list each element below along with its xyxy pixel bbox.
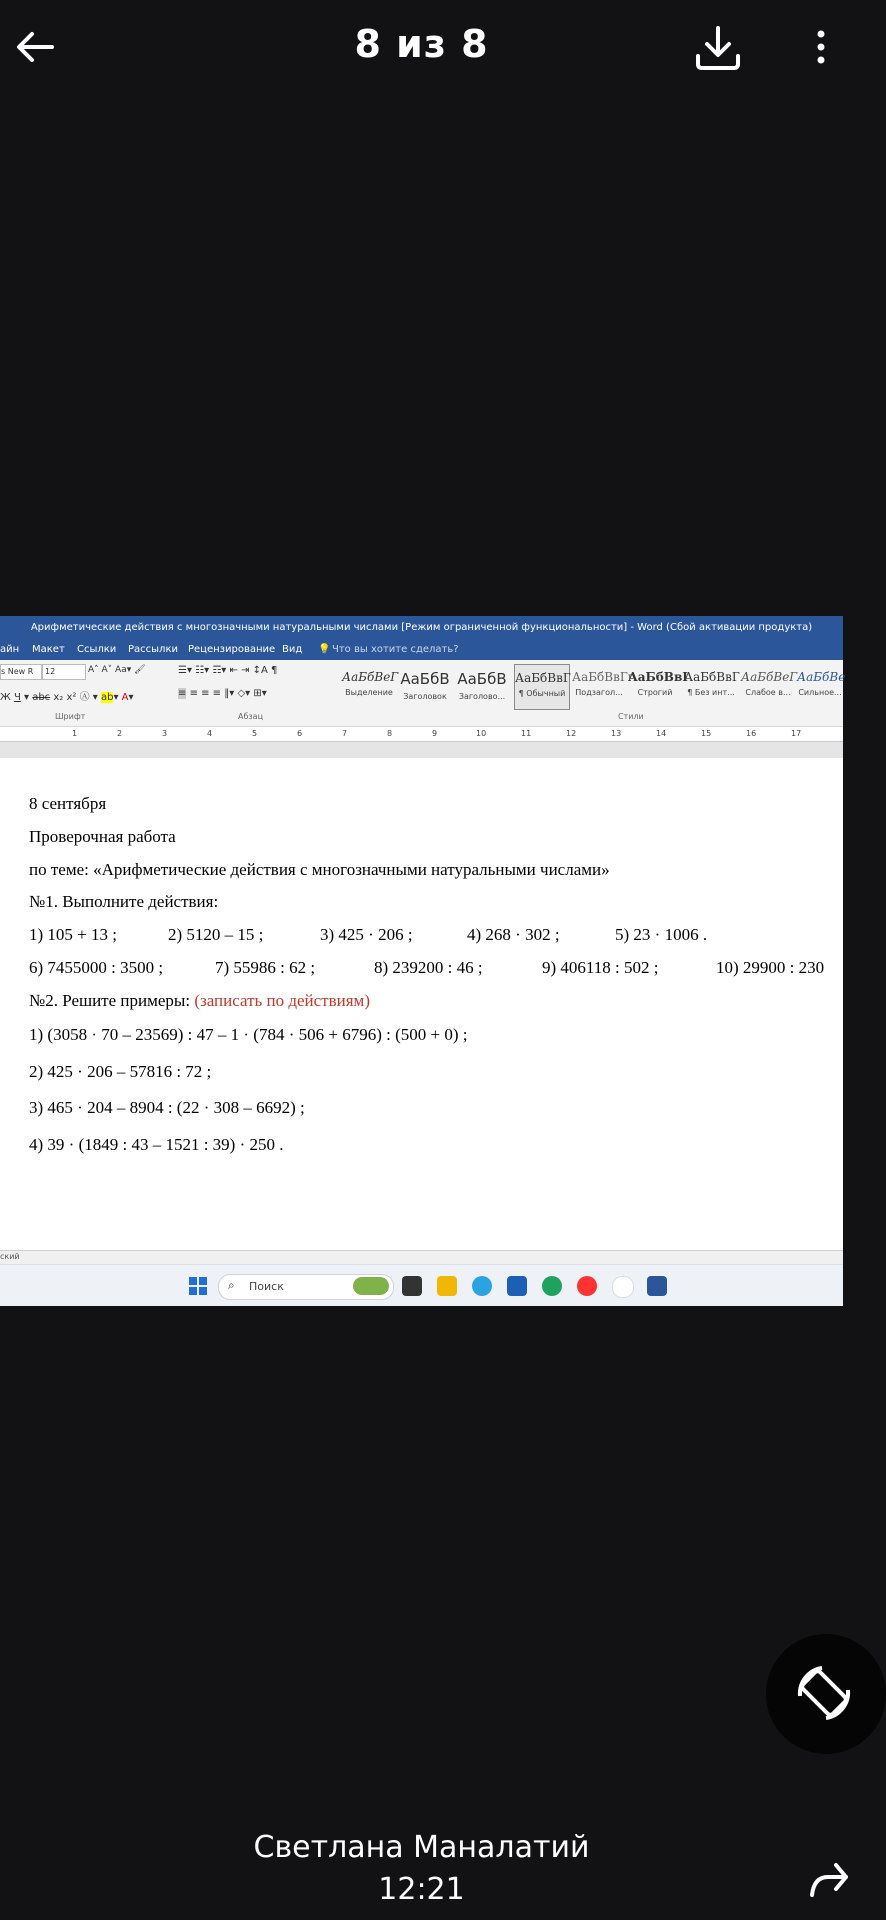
tell-me-icon: 💡 bbox=[318, 644, 331, 655]
word-screenshot bbox=[0, 616, 846, 1305]
telegram-icon[interactable] bbox=[472, 1276, 492, 1296]
yandex-browser-icon[interactable] bbox=[612, 1276, 634, 1298]
task1-item: 5) 23 · 1006 . bbox=[615, 925, 708, 944]
download-icon[interactable] bbox=[690, 20, 746, 76]
list-buttons[interactable]: ☰▾ ☷▾ ☶▾ ⇤ ⇥ ↕A ¶ bbox=[178, 665, 278, 676]
doc-heading: Проверочная работа bbox=[29, 827, 176, 846]
menu-item-design[interactable]: айн bbox=[0, 644, 20, 655]
viewer-top-bar bbox=[0, 0, 843, 95]
task1-item: 4) 268 · 302 ; bbox=[467, 925, 560, 944]
share-icon[interactable] bbox=[806, 1855, 846, 1905]
task1-item: 7) 55986 : 62 ; bbox=[215, 958, 316, 977]
style-intense-emphasis[interactable]: АаБбВе Сильное... bbox=[797, 670, 846, 697]
horizontal-ruler[interactable]: 1 2 3 4 5 6 7 8 9 10 11 12 13 14 15 16 17 bbox=[0, 727, 843, 742]
group-label-paragraph: Абзац bbox=[238, 712, 264, 721]
menu-item-review[interactable]: Рецензирование bbox=[188, 644, 276, 655]
menu-item-view[interactable]: Вид bbox=[282, 644, 303, 655]
windows-taskbar bbox=[0, 1264, 843, 1306]
status-language[interactable]: ский bbox=[0, 1252, 20, 1261]
photo-time: 12:21 bbox=[378, 1872, 465, 1907]
edge-icon[interactable] bbox=[542, 1276, 562, 1296]
more-vertical-icon[interactable] bbox=[808, 22, 834, 72]
task2-title bbox=[29, 991, 370, 1011]
task2-item: 1) (3058 · 70 – 23569) : 47 – 1 · (784 · 506 + 6796) : (500 + 0) ; bbox=[29, 1025, 468, 1044]
task1-item: 6) 7455000 : 3500 ; bbox=[29, 958, 164, 977]
style-subtitle[interactable]: АаБбВвГг Подзагол... bbox=[572, 670, 635, 697]
menu-item-references[interactable]: Ссылки bbox=[77, 644, 117, 655]
word-status-bar bbox=[0, 1250, 843, 1265]
taskbar-search[interactable]: ⌕ Поиск bbox=[218, 1274, 394, 1300]
search-icon: ⌕ bbox=[228, 1278, 235, 1292]
menu-item-layout[interactable]: Макет bbox=[32, 644, 65, 655]
task2-item: 4) 39 · (1849 : 43 – 1521 : 39) · 250 . bbox=[29, 1135, 284, 1154]
task2-item: 3) 465 · 204 – 8904 : (22 · 308 – 6692) ; bbox=[29, 1098, 305, 1117]
style-no-spacing[interactable]: АаБбВвГ ¶ Без инт... bbox=[684, 670, 740, 697]
task1-item: 2) 5120 – 15 ; bbox=[168, 925, 264, 944]
group-label-styles: Стили bbox=[618, 712, 644, 721]
task2-item: 2) 425 · 206 – 57816 : 72 ; bbox=[29, 1062, 212, 1081]
task-view-icon[interactable] bbox=[402, 1276, 422, 1296]
image-counter: 8 из 8 bbox=[354, 22, 489, 66]
style-emphasis[interactable]: АаБбВеГ Выделение bbox=[342, 670, 399, 697]
font-name-select[interactable]: s New R bbox=[0, 664, 42, 680]
font-format-buttons[interactable]: Ж Ч ▾ abc x₂ x² Ⓐ ▾ ab▾ A▾ bbox=[0, 692, 134, 703]
task2-note: (записать по действиям) bbox=[194, 991, 370, 1010]
font-size-select[interactable]: 12 bbox=[42, 664, 86, 680]
search-highlight-icon bbox=[353, 1277, 389, 1295]
doc-date: 8 сентября bbox=[29, 794, 107, 813]
doc-topic: по теме: «Арифметические действия с многозначными натуральными числами» bbox=[29, 860, 610, 879]
menu-item-mailings[interactable]: Рассылки bbox=[128, 644, 178, 655]
yandex-icon[interactable] bbox=[577, 1276, 597, 1296]
task1-item: 9) 406118 : 502 ; bbox=[542, 958, 659, 977]
style-normal[interactable]: АаБбВвГ ¶ Обычный bbox=[514, 664, 570, 710]
align-buttons[interactable]: ≡ ≡ ≡ ≡ ‖▾ ◇▾ ⊞▾ bbox=[178, 688, 267, 699]
windows-start-icon[interactable] bbox=[189, 1277, 207, 1295]
document-page[interactable] bbox=[0, 758, 843, 1236]
style-heading2[interactable]: АаБбВ Заголово... bbox=[457, 670, 507, 701]
task1-item: 1) 105 + 13 ; bbox=[29, 925, 117, 944]
task1-item: 10) 29900 : 230 bbox=[716, 958, 825, 977]
word-ribbon bbox=[0, 660, 846, 727]
document-gutter bbox=[0, 742, 843, 758]
word-title-bar: Арифметические действия с многозначными натуральными числами [Режим ограниченной функциональности] - Word (Сбой активации продукта) bbox=[0, 616, 843, 640]
photo-author: Светлана Маналатий bbox=[253, 1830, 590, 1865]
style-subtle-emphasis[interactable]: АаБбВеГ Слабое в... bbox=[741, 670, 798, 697]
tell-me-box[interactable]: Что вы хотите сделать? bbox=[332, 644, 459, 655]
file-explorer-icon[interactable] bbox=[437, 1276, 457, 1296]
style-heading1[interactable]: АаБбВ Заголовок bbox=[400, 670, 450, 701]
font-grow-shrink-buttons[interactable]: A˄ A˅ Aa▾ 🖌 bbox=[88, 665, 146, 675]
task1-item: 8) 239200 : 46 ; bbox=[374, 958, 483, 977]
store-icon[interactable] bbox=[507, 1276, 527, 1296]
task1-item: 3) 425 · 206 ; bbox=[320, 925, 413, 944]
group-label-font: Шрифт bbox=[55, 712, 86, 721]
word-taskbar-icon[interactable] bbox=[647, 1276, 667, 1296]
rotate-screen-icon[interactable] bbox=[766, 1634, 886, 1754]
task2-title-text: №2. Решите примеры: bbox=[29, 991, 195, 1010]
style-strong[interactable]: АаБбВвI Строгий bbox=[628, 670, 688, 697]
task1-title: №1. Выполните действия: bbox=[29, 892, 219, 911]
word-menu-bar bbox=[0, 640, 843, 660]
